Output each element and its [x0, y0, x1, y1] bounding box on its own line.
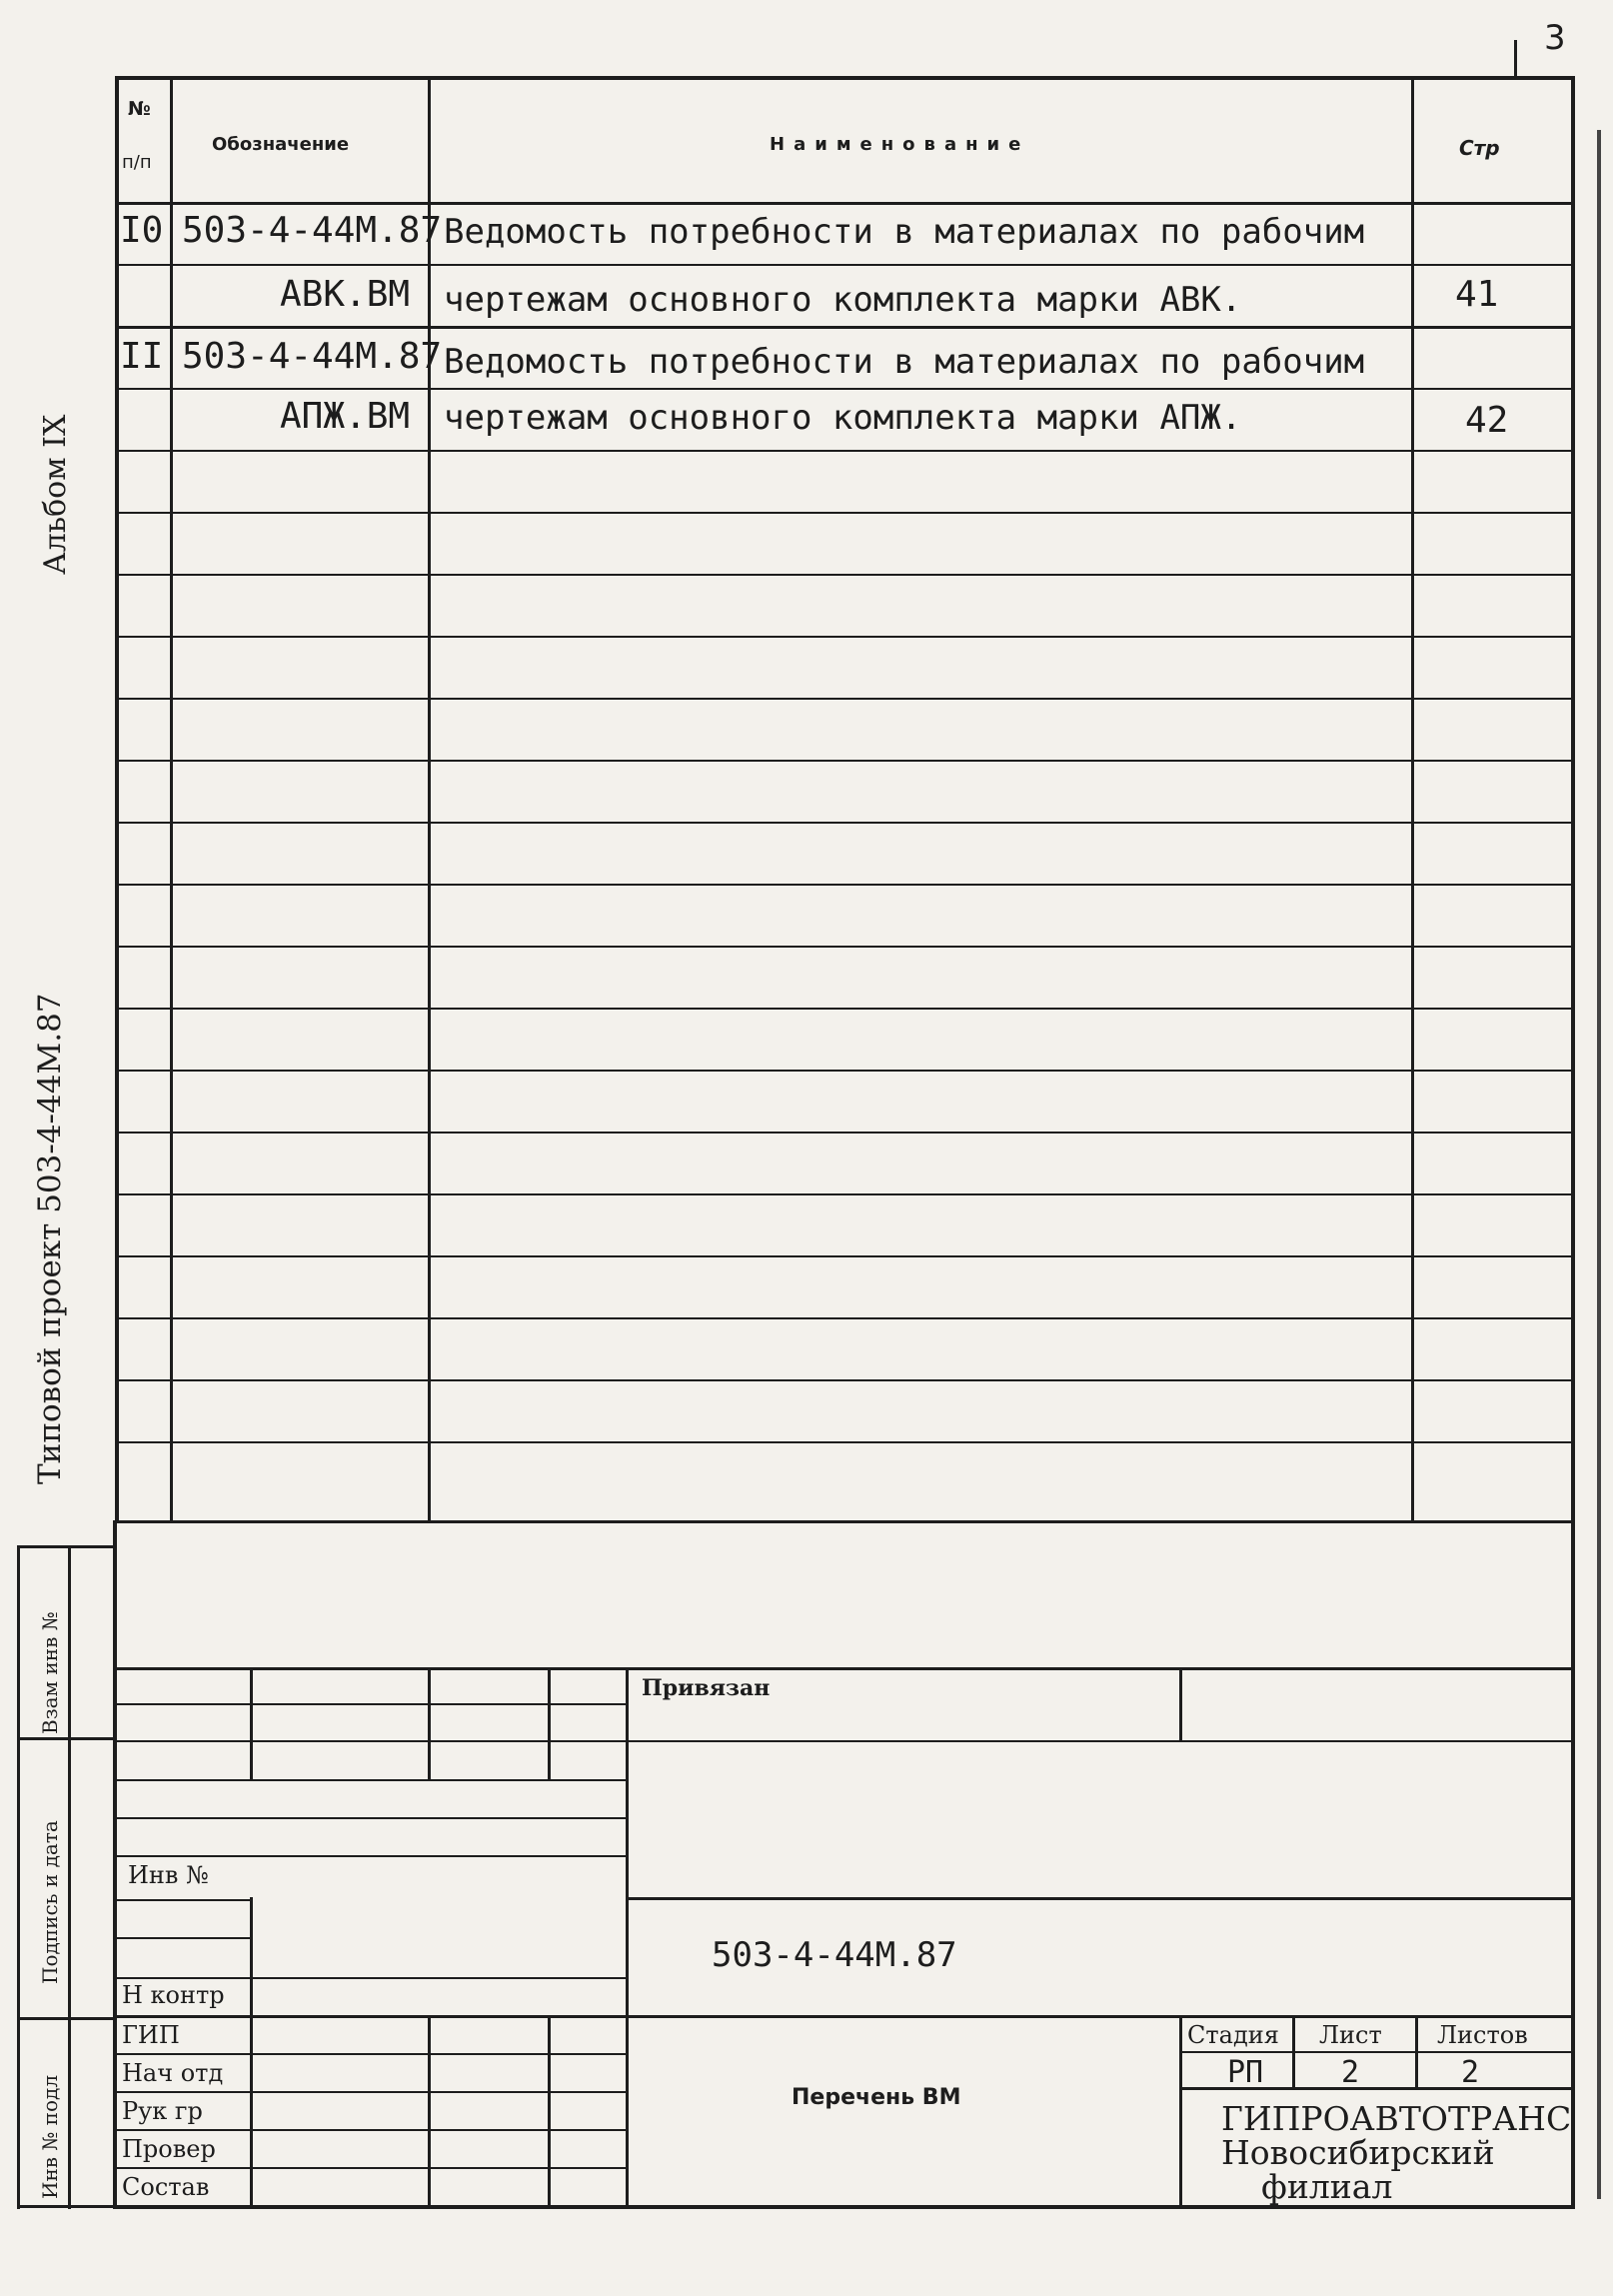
sheet-label: Лист: [1319, 2021, 1382, 2049]
privyazan-label: Привязан: [642, 1675, 771, 1701]
album-label: Альбом IX: [38, 414, 73, 575]
header-name: Наименование: [770, 134, 1030, 155]
row-name: Ведомость потребности в материалах по рабочим: [444, 342, 1365, 382]
project-label: Типовой проект 503-4-44М.87: [32, 993, 68, 1484]
org-line2: Новосибирский: [1221, 2133, 1495, 2172]
doc-code: 503-4-44М.87: [712, 1935, 957, 1975]
row-name: Ведомость потребности в материалах по рабочим: [444, 212, 1365, 252]
sheets-label: Листов: [1437, 2021, 1528, 2049]
role-prover: Провер: [122, 2135, 216, 2163]
role-gip: ГИП: [122, 2021, 180, 2049]
role-ruk-gr: Рук гр: [122, 2097, 203, 2125]
vzam-inv-label: Взам инв №: [38, 1611, 62, 1734]
row-num: I0: [120, 210, 164, 251]
row-designation: 503-4-44М.87: [182, 336, 443, 377]
podpis-data-label: Подпись и дата: [38, 1820, 62, 1984]
role-n-kontr: Н контр: [122, 1981, 225, 2009]
header-num-line1: №: [128, 98, 151, 120]
row-page: 42: [1465, 400, 1509, 441]
header-num: [128, 98, 151, 120]
row-designation: АПЖ.ВМ: [280, 396, 411, 437]
sheets-value: 2: [1461, 2055, 1480, 2090]
row-designation: 503-4-44М.87: [182, 210, 443, 251]
header-num-sub: п/п: [122, 152, 152, 173]
doc-title: Перечень ВМ: [792, 2085, 961, 2110]
inv-podl-label: Инв № подл: [38, 2074, 62, 2199]
sheet-value: 2: [1341, 2055, 1360, 2090]
row-name: чертежам основного комплекта марки АВК.: [444, 280, 1242, 320]
role-sostav: Состав: [122, 2173, 210, 2201]
role-nach-otd: Нач отд: [122, 2059, 224, 2087]
stage-label: Стадия: [1187, 2021, 1279, 2049]
header-designation: Обозначение: [212, 134, 350, 155]
page-number: 3: [1544, 18, 1566, 58]
page-number-mark: [1514, 40, 1517, 78]
org-line3: филиал: [1261, 2167, 1393, 2206]
stage-value: РП: [1227, 2055, 1264, 2090]
row-designation: АВК.ВМ: [280, 274, 411, 315]
row-name: чертежам основного комплекта марки АПЖ.: [444, 398, 1242, 438]
header-page: Стр: [1459, 136, 1500, 160]
scan-edge-line: [1597, 130, 1601, 2199]
row-num: II: [120, 336, 164, 377]
inv-no-label: Инв №: [128, 1861, 209, 1889]
row-page: 41: [1455, 274, 1499, 315]
org-line1: ГИПРОАВТОТРАНС: [1221, 2099, 1572, 2138]
